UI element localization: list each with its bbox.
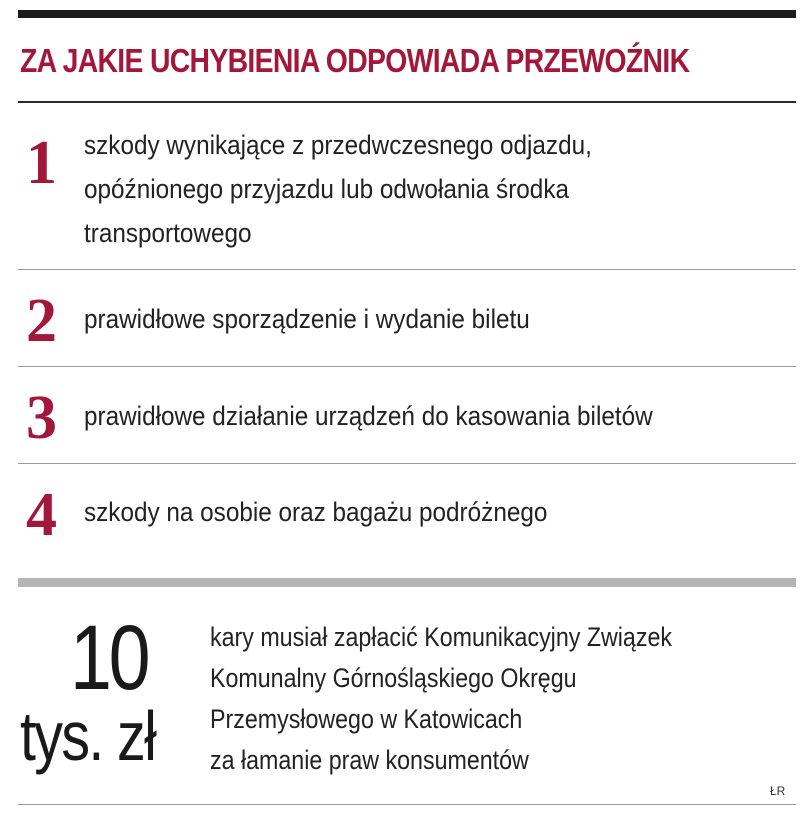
item-number: 1 [26,129,57,197]
item-number: 3 [26,384,57,452]
stat-unit: tys. zł [20,697,156,775]
list-item-2 [18,270,796,366]
headline: ZA JAKIE UCHYBIENIA ODPOWIADA PRZEWOŹNIK [20,42,690,79]
top-rule [18,10,796,18]
list-item-4 [18,464,796,564]
stat-value: 10 [70,607,148,709]
item-text: szkody wynikające z przedwczesnego odjazdu, opóźnionego przyjazdu lub odwołania środka transportowego [84,130,592,248]
item-text: szkody na osobie oraz bagażu podróżnego [84,497,548,527]
list-item-3 [18,367,796,463]
item-text: prawidłowe sporządzenie i wydanie biletu [84,304,530,334]
item-text: prawidłowe działanie urządzeń do kasowania biletów [84,401,653,431]
item-number: 2 [26,287,57,355]
headline-rule [18,101,796,103]
bottom-rule [18,804,796,805]
list-item-1 [18,118,796,268]
item-number: 4 [26,481,57,549]
stat-description: kary musiał zapłacić Komunikacyjny Związek Komunalny Górnośląskiego Okręgu Przemysłowego w Katowicach za łamanie praw konsumentów [210,622,672,775]
section-rule [18,578,796,587]
author-credit: ŁR [770,784,786,798]
